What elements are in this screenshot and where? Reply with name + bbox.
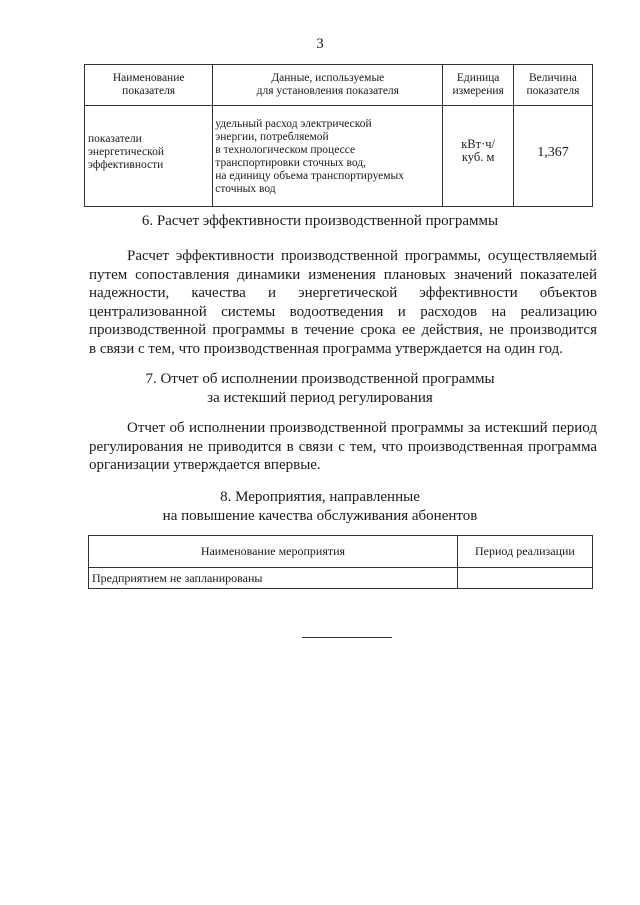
header-value: Величина показателя	[513, 65, 592, 106]
header-measure-name: Наименование мероприятия	[89, 536, 458, 568]
header-implementation-period: Период реализации	[457, 536, 592, 568]
measure-name-cell: Предприятием не запланированы	[89, 568, 458, 589]
header-unit: Единица измерения	[443, 65, 514, 106]
table-row	[85, 106, 593, 207]
table-header-row	[89, 536, 593, 568]
indicator-name-cell: показатели энергетической эффективности	[85, 106, 213, 207]
header-indicator-name: Наименование показателя	[85, 65, 213, 106]
measures-table	[88, 535, 593, 589]
section-6-title: 6. Расчет эффективности производственной программы	[141, 213, 499, 229]
table-header-row	[85, 65, 593, 106]
unit-cell: кВт·ч/ куб. м	[443, 106, 514, 207]
value-cell: 1,367	[513, 106, 592, 207]
section-7-title: 7. Отчет об исполнении производственной программы за истекший период регулирования	[145, 371, 495, 406]
header-data-used: Данные, используемые для установления показателя	[213, 65, 443, 106]
section-8-title: 8. Мероприятия, направленные на повышение качества обслуживания абонентов	[162, 489, 478, 524]
page-number: 3	[316, 36, 324, 52]
section-7-paragraph: Отчет об исполнении производственной программы за истекший период регулирования не приводится в связи с тем, что производственная программа организации утверждается впервые.	[89, 420, 597, 473]
data-used-cell: удельный расход электрической энергии, потребляемой в технологическом процессе транспортировки сточных вод, на единицу объема транспортируемых сточных вод	[213, 106, 443, 207]
end-separator-line	[302, 637, 392, 638]
energy-efficiency-table	[84, 64, 593, 207]
section-6-paragraph: Расчет эффективности производственной программы, осуществляемый путем сопоставления динамики изменения плановых значений показателей надежности, качества и энергетической эффективности объектов централизованной системы водоотведения и расходов на реализацию производственной программы в течение срока ее действия, не производится в связи с тем, что производственная программа утверждается на один год.	[89, 248, 597, 357]
table-row	[89, 568, 593, 589]
implementation-period-cell	[457, 568, 592, 589]
